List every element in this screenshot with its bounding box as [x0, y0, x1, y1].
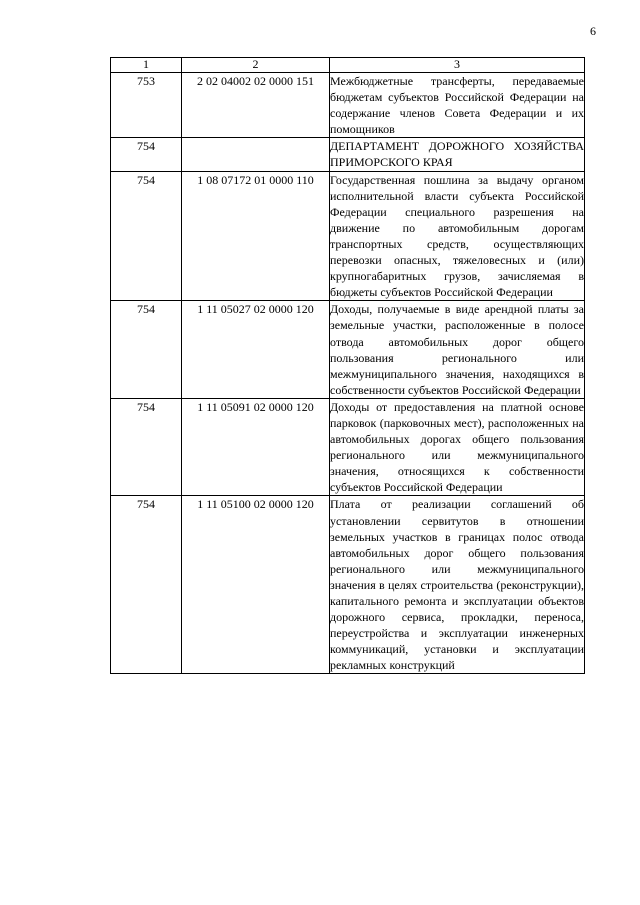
description-cell: Межбюджетные трансферты, передаваемые бюджетам субъектов Российской Федерации на содержание членов Совета Федерации и их помощников [330, 74, 584, 137]
admin-code-cell: 754 [111, 301, 182, 399]
admin-code-cell: 754 [111, 138, 182, 171]
page-number: 6 [590, 24, 596, 38]
revenue-code-cell: 1 11 05100 02 0000 120 [182, 496, 330, 674]
department-title-cell: ДЕПАРТАМЕНТ ДОРОЖНОГО ХОЗЯЙСТВА ПРИМОРСКОГО КРАЯ [330, 139, 584, 170]
table-header-row [111, 58, 585, 73]
description-cell: Государственная пошлина за выдачу органом исполнительной власти субъекта Российской Федерации специального разрешения на движение по автомобильным дорогам транспортных средств, осуществляющих перевозки опасных, тяжеловесных и (или) крупногабаритных грузов, зачисляемая в бюджеты субъектов Российской Федерации [330, 172, 584, 300]
table-row [111, 73, 585, 138]
revenue-code-cell [182, 138, 330, 171]
admin-code-cell: 754 [111, 496, 182, 674]
admin-code-cell: 754 [111, 398, 182, 496]
table-row [111, 301, 585, 399]
description-cell: Доходы от предоставления на платной основе парковок (парковочных мест), расположенных на автомобильных дорогах общего пользования регионального или межмуниципального значения, относящихся к собственности субъектов Российской Федерации [330, 399, 584, 495]
table-row [111, 496, 585, 674]
revenue-code-cell: 2 02 04002 02 0000 151 [182, 73, 330, 138]
revenue-classification-table [110, 57, 585, 674]
revenue-code-cell: 1 11 05091 02 0000 120 [182, 398, 330, 496]
revenue-code-cell: 1 11 05027 02 0000 120 [182, 301, 330, 399]
table-row [111, 171, 585, 301]
admin-code-cell: 753 [111, 73, 182, 138]
description-cell: Доходы, получаемые в виде арендной платы за земельные участки, расположенные в полосе отвода автомобильных дорог общего пользования регионального или межмуниципального значения, находящихся в собственности субъектов Российской Федерации [330, 302, 584, 397]
column-header-1: 1 [111, 58, 182, 73]
description-cell: Плата от реализации соглашений об установлении сервитутов в отношении земельных участков в границах полос отвода автомобильных дорог общего пользования регионального или межмуниципального значения в целях строительства (реконструкции), капитального ремонта и эксплуатации объектов дорожного сервиса, прокладки, переноса, переустройства и эксплуатации инженерных коммуникаций, установки и эксплуатации рекламных конструкций [330, 497, 584, 673]
column-header-3: 3 [330, 58, 585, 73]
admin-code-cell: 754 [111, 171, 182, 301]
revenue-code-cell: 1 08 07172 01 0000 110 [182, 171, 330, 301]
table-row [111, 138, 585, 171]
table-row [111, 398, 585, 496]
column-header-2: 2 [182, 58, 330, 73]
